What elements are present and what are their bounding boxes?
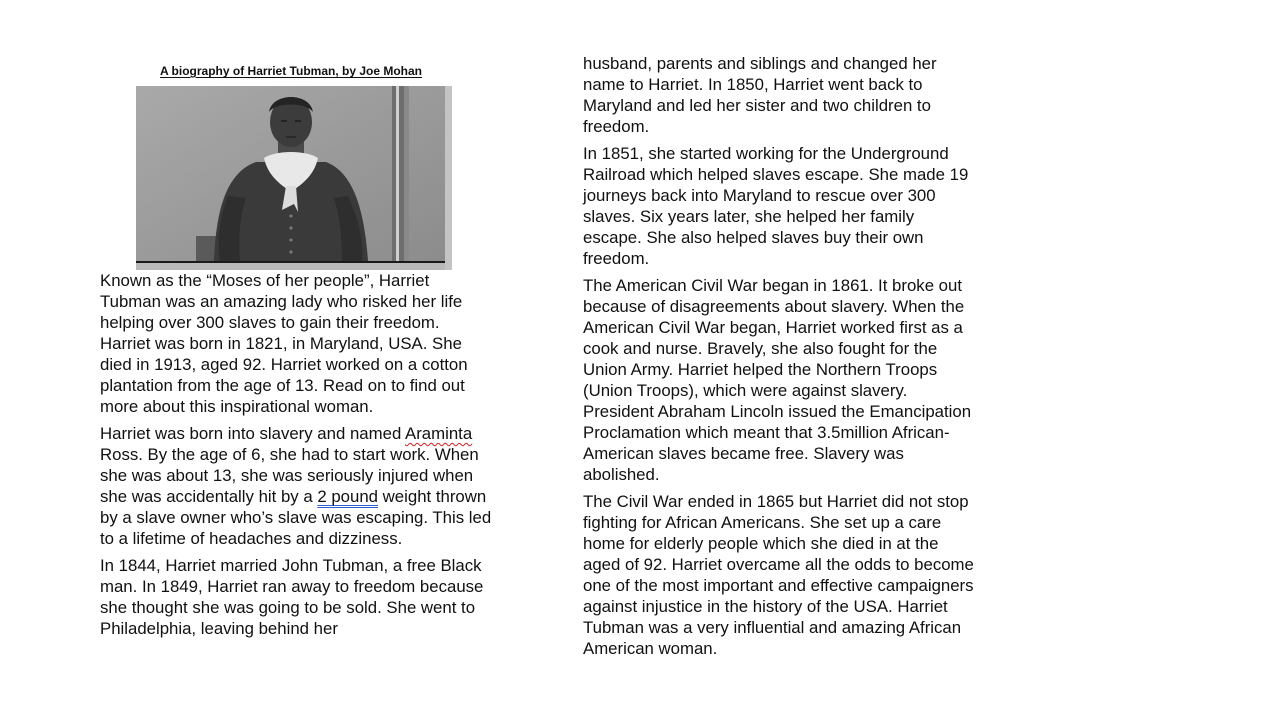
paragraph-escape: husband, parents and siblings and changed her name to Harriet. In 1850, Harriet went back to Maryland and led her sister and two children to freedom. bbox=[583, 54, 937, 136]
right-column bbox=[583, 53, 975, 665]
spelling-flagged-word[interactable]: Araminta bbox=[405, 424, 473, 443]
paragraph-conclusion: The Civil War ended in 1865 but Harriet did not stop fighting for African Americans. She set up a care home for elderly people which she died in at the aged of 92. Harriet overcame all the odds to become one of the most important and effective campaigners against injustice in the history of the USA. Harriet Tubman was a very influential and amazing African American woman. bbox=[583, 492, 974, 658]
paragraph-marriage: In 1844, Harriet married John Tubman, a free Black man. In 1849, Harriet ran away to freedom because she thought she was going to be sold. She went to Philadelphia, leaving behind her bbox=[100, 556, 484, 638]
paragraph-civil-war: The American Civil War began in 1861. It broke out because of disagreements about slavery. When the American Civil War began, Harriet worked first as a cook and nurse. Bravely, she also fought for the Union Army. Harriet helped the Northern Troops (Union Troops), which were against slavery. President Abraham Lincoln issued the Emancipation Proclamation which meant that 3.5million African-American slaves became free. Slavery was abolished. bbox=[583, 276, 972, 484]
grammar-flagged-phrase[interactable]: 2 pound bbox=[317, 487, 379, 506]
paragraph-intro: Known as the “Moses of her people”, Harriet Tubman was an amazing lady who risked her life helping over 300 slaves to gain their freedom. Harriet was born in 1821, in Maryland, USA. She died in 1913, aged 92. Harriet worked on a cotton plantation from the age of 13. Read on to find out more about this inspirational woman. bbox=[100, 271, 468, 416]
text-run: weight thrown by a slave owner who’s slave was escaping. This led to a lifetime of headaches and dizziness. bbox=[100, 487, 492, 548]
paragraph-underground-railroad: In 1851, she started working for the Underground Railroad which helped slaves escape. She made 19 journeys back into Maryland to rescue over 300 slaves. Six years later, she helped her family escape. She also helped slaves buy their own freedom. bbox=[583, 144, 969, 268]
paragraph-early-life bbox=[100, 423, 492, 549]
document-title: A biography of Harriet Tubman, by Joe Mohan bbox=[159, 64, 423, 78]
left-column bbox=[100, 270, 492, 645]
text-run: Harriet was born into slavery and named bbox=[100, 424, 406, 443]
portrait-photo bbox=[136, 86, 452, 270]
text-run: Ross. By the age of 6, she had to start work. When she was about 13, she was seriously injured when she was accidentally hit by a bbox=[100, 445, 479, 506]
